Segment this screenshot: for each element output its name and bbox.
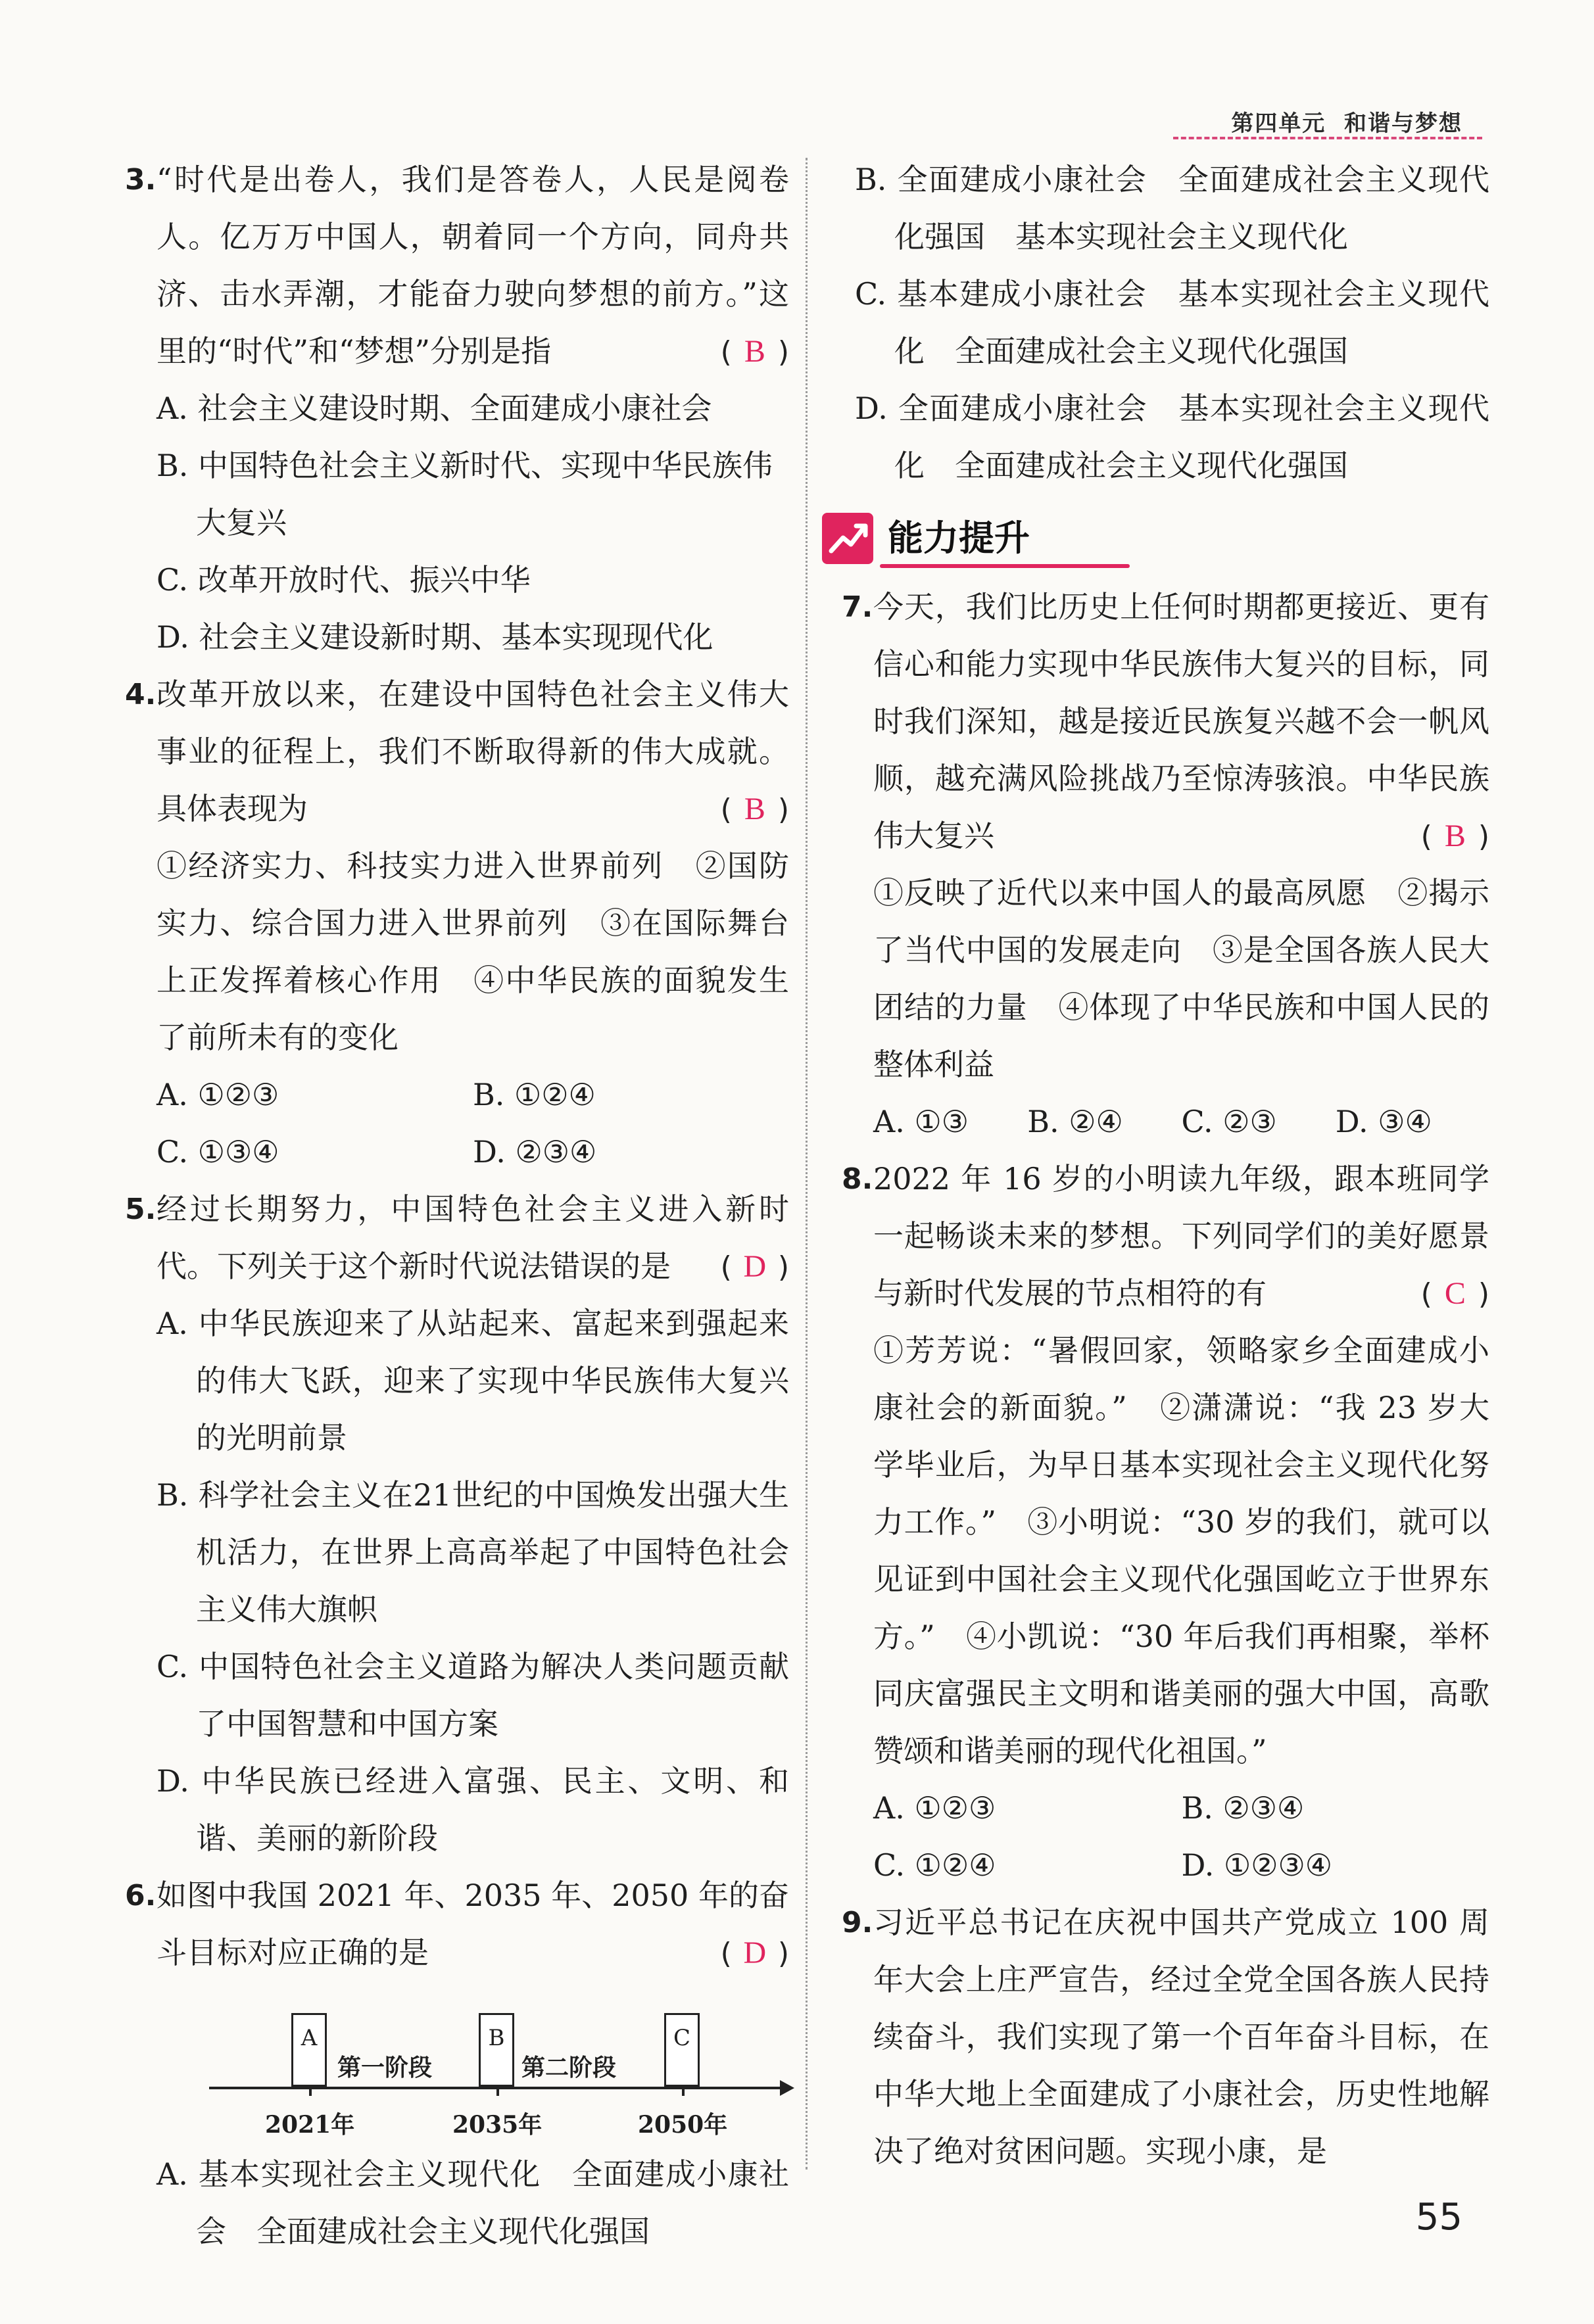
- header-unit: 第四单元: [1231, 110, 1326, 137]
- option-b: B. 中国特色社会主义新时代、实现中华民族伟大复兴: [157, 448, 773, 540]
- timeline-year-2035: 2035年: [452, 2111, 543, 2139]
- question-stem: 如图中我国 2021 年、2035 年、2050 年的奋斗目标对应正确的是: [157, 1878, 790, 1970]
- question-stem: 2022 年 16 岁的小明读九年级，跟本班同学一起畅谈未来的梦想。下列同学们的美好愿景与新时代发展的节点相符的有: [873, 1161, 1489, 1311]
- question-4: [125, 666, 789, 1181]
- page-number: 55: [1415, 2196, 1462, 2239]
- statement-list: ①芳芳说：“暑假回家，领略家乡全面建成小康社会的新面貌。” ②潇潇说：“我 23 岁大学毕业后，为早日基本实现社会主义现代化努力工作。” ③小明说：“30 岁的我们，就可以见证到中国社会主义现代化强国屹立于世界东方。” ④小凯说：“30 年后我们再相聚，举杯同庆富强民主文明和谐美丽的强大中国，高歌赞颂和谐美丽的现代化祖国。”: [873, 1333, 1489, 1768]
- option-b: B. ②③④: [1181, 1790, 1305, 1826]
- section-title: 能力提升: [888, 517, 1030, 559]
- option-a: A. 中华民族迎来了从站起来、富起来到强起来的伟大飞跃，迎来了实现中华民族伟大复兴的光明前景: [157, 1306, 789, 1456]
- question-6: [125, 1867, 789, 2260]
- option-d: D. ②③④: [473, 1134, 597, 1170]
- option-c: C. 中国特色社会主义道路为解决人类问题贡献了中国智慧和中国方案: [157, 1649, 789, 1742]
- question-number: 3.: [125, 163, 157, 197]
- option-a: A. 基本实现社会主义现代化 全面建成小康社会 全面建成社会主义现代化强国: [157, 2156, 789, 2249]
- question-number: 7.: [842, 590, 873, 624]
- right-column: [842, 151, 1489, 2180]
- header-title: 和谐与梦想: [1344, 110, 1462, 137]
- option-a: A. 社会主义建设时期、全面建成小康社会: [157, 391, 712, 426]
- options-row: [873, 1780, 1489, 1837]
- statement-list: ①反映了近代以来中国人的最高夙愿 ②揭示了当代中国的发展走向 ③是全国各族人民大团结的力量 ④体现了中华民族和中国人民的整体利益: [873, 875, 1489, 1082]
- options-row: [873, 1837, 1489, 1894]
- option-c: C. ①③④: [157, 1134, 279, 1170]
- option-d: D. 社会主义建设新时期、基本实现现代化: [157, 619, 713, 655]
- options-row: [157, 1124, 789, 1181]
- timeline-arrow-icon: [780, 2080, 794, 2096]
- timeline-figure: [157, 1981, 789, 2146]
- option-c: C. 改革开放时代、振兴中华: [157, 562, 531, 598]
- question-stem: 经过长期努力，中国特色社会主义进入新时代。下列关于这个新时代说法错误的是: [157, 1191, 789, 1284]
- question-stem: 习近平总书记在庆祝中国共产党成立 100 周年大会上庄严宣告，经过全党全国各族人民持续奋斗，我们实现了第一个百年奋斗目标，在中华大地上全面建成了小康社会，历史性地解决了绝对贫困问题。实现小康，是: [873, 1905, 1489, 2169]
- answer-bracket: ( C ): [873, 1265, 1489, 1322]
- option-c: C. ①②④: [873, 1847, 996, 1883]
- options-row: [157, 1066, 789, 1124]
- question-number: 9.: [842, 1906, 873, 1939]
- answer-letter: B: [744, 334, 765, 369]
- option-d: D. 中华民族已经进入富强、民主、文明、和谐、美丽的新阶段: [157, 1763, 789, 1856]
- timeline-tick: [309, 2087, 312, 2096]
- answer-bracket: ( B ): [873, 807, 1489, 865]
- question-number: 6.: [125, 1879, 157, 1912]
- question-3: [125, 151, 789, 666]
- question-stem: “时代是出卷人，我们是答卷人，人民是阅卷人。亿万万中国人，朝着同一个方向，同舟共济、击水弄潮，才能奋力驶向梦想的前方。”这里的“时代”和“梦想”分别是指: [157, 162, 789, 369]
- answer-bracket: ( B ): [157, 323, 789, 380]
- question-8: [842, 1150, 1489, 1894]
- timeline-stage-2: 第二阶段: [521, 2054, 617, 2081]
- page-header: [1231, 105, 1462, 137]
- option-b: B. 科学社会主义在21世纪的中国焕发出强大生机活力，在世界上高高举起了中国特色社会主义伟大旗帜: [157, 1477, 789, 1627]
- answer-letter: D: [743, 1935, 767, 1970]
- question-9: [842, 1894, 1489, 2180]
- answer-bracket: ( D ): [157, 1924, 789, 1981]
- option-b: B. ①②④: [473, 1077, 596, 1112]
- section-underline: [880, 564, 1130, 568]
- question-number: 5.: [125, 1193, 157, 1226]
- timeline-year-2050: 2050年: [638, 2111, 728, 2139]
- timeline-box-b: B: [479, 2013, 514, 2087]
- chart-trend-icon: [822, 513, 873, 564]
- option-b: B. ②④: [1027, 1104, 1123, 1139]
- header-divider: [1173, 137, 1482, 139]
- question-number: 8.: [842, 1162, 873, 1196]
- answer-letter: B: [744, 792, 765, 826]
- timeline-year-2021: 2021年: [265, 2111, 355, 2139]
- options-row: [873, 1093, 1489, 1150]
- option-a: A. ①②③: [157, 1077, 279, 1112]
- option-a: A. ①②③: [873, 1790, 996, 1826]
- left-column: [125, 151, 789, 2260]
- answer-bracket: ( D ): [157, 1238, 789, 1295]
- column-divider: [806, 158, 808, 2170]
- option-d: D. ③④: [1335, 1104, 1432, 1139]
- question-5: [125, 1181, 789, 1867]
- timeline-box-c: C: [664, 2013, 700, 2087]
- option-b: B. 全面建成小康社会 全面建成社会主义现代化强国 基本实现社会主义现代化: [855, 162, 1489, 254]
- statement-list: ①经济实力、科技实力进入世界前列 ②国防实力、综合国力进入世界前列 ③在国际舞台上正发挥着核心作用 ④中华民族的面貌发生了前所未有的变化: [157, 848, 789, 1055]
- option-d: D. ①②③④: [1181, 1847, 1332, 1883]
- question-number: 4.: [125, 678, 157, 711]
- section-heading: [822, 506, 1489, 579]
- answer-letter: D: [743, 1249, 767, 1284]
- question-stem: 改革开放以来，在建设中国特色社会主义伟大事业的征程上，我们不断取得新的伟大成就。具体表现为: [157, 676, 789, 826]
- option-c: C. ②③: [1181, 1104, 1277, 1139]
- question-stem: 今天，我们比历史上任何时期都更接近、更有信心和能力实现中华民族伟大复兴的目标，同时我们深知，越是接近民族复兴越不会一帆风顺，越充满风险挑战乃至惊涛骇浪。中华民族伟大复兴: [873, 589, 1489, 853]
- answer-letter: B: [1444, 818, 1466, 853]
- answer-letter: C: [1444, 1276, 1466, 1311]
- option-c: C. 基本建成小康社会 基本实现社会主义现代化 全面建成社会主义现代化强国: [855, 276, 1489, 369]
- question-6-continued: [842, 151, 1489, 494]
- timeline-tick: [682, 2087, 685, 2096]
- timeline-box-a: A: [291, 2013, 327, 2087]
- timeline-axis: [209, 2087, 781, 2089]
- answer-bracket: ( B ): [157, 780, 789, 838]
- question-7: [842, 579, 1489, 1150]
- option-d: D. 全面建成小康社会 基本实现社会主义现代化 全面建成社会主义现代化强国: [855, 391, 1489, 483]
- timeline-tick: [496, 2087, 499, 2096]
- option-a: A. ①③: [873, 1104, 969, 1139]
- timeline-stage-1: 第一阶段: [337, 2054, 433, 2081]
